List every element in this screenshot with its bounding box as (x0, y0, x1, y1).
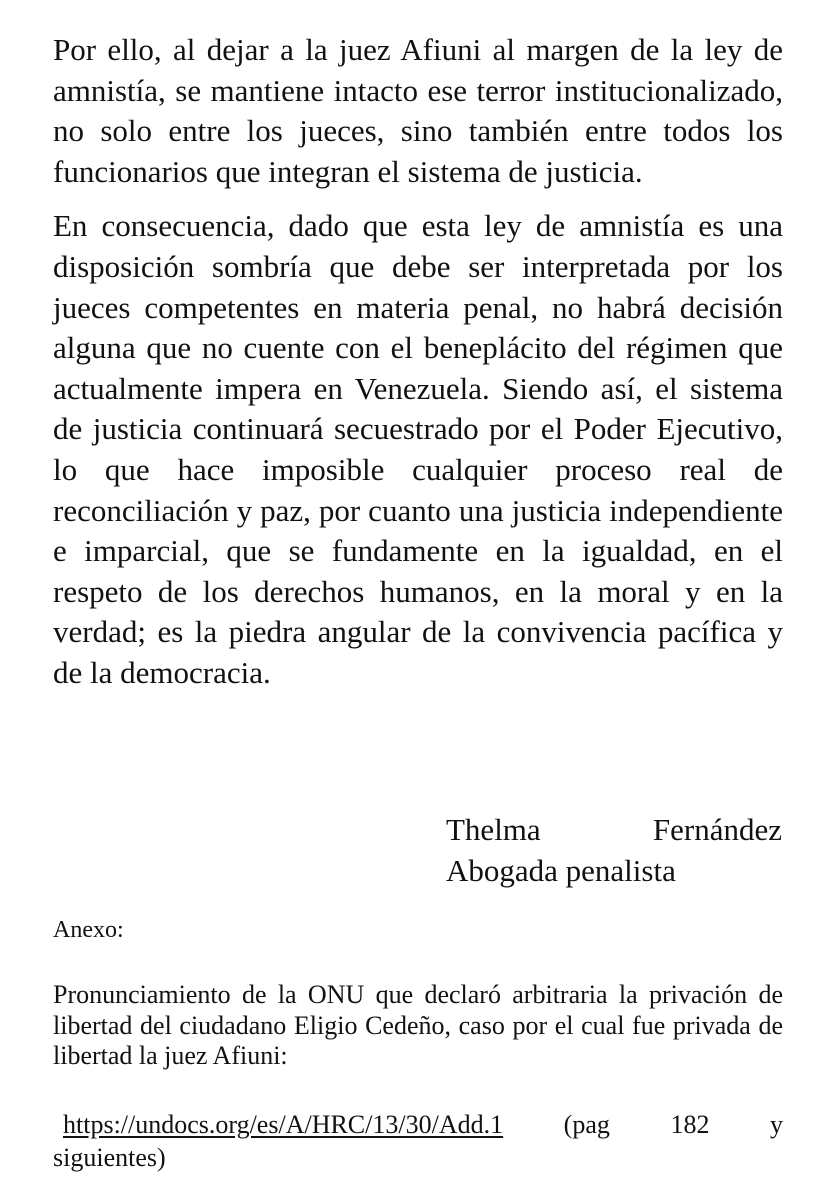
page-ref-and: y (770, 1110, 783, 1139)
paragraph-1: Por ello, al dejar a la juez Afiuni al margen de la ley de amnistía, se mantiene intacto ese terror institucionalizado, no solo entre los jueces, sino también entre todos los funcionarios que integran el sistema de justicia. (53, 32, 783, 189)
page-ref-number: 182 (670, 1110, 710, 1139)
annex-label: Anexo: (53, 917, 124, 943)
signature-first-name: Thelma (446, 812, 541, 847)
document-body (53, 30, 783, 694)
signature-last-name: Fernández (652, 812, 782, 847)
annex-description: Pronunciamiento de la ONU que declaró arbitraria la privación de libertad del ciudadano Eligio Cedeño, caso por el cual fue privada de libertad la juez Afiuni: (53, 980, 783, 1070)
undocs-link[interactable]: https://undocs.org/es/A/HRC/13/30/Add.1 (63, 1110, 504, 1139)
page-ref-close: siguientes) (53, 1143, 166, 1172)
annex-reference (53, 1108, 783, 1174)
page-ref-open: (pag (563, 1110, 610, 1139)
signature-block (446, 810, 782, 891)
paragraph-2: En consecuencia, dado que esta ley de amnistía es una disposición sombría que debe ser interpretada por los jueces competentes en materia penal, no habrá decisión alguna que no cuente con el beneplácito del régimen que actualmente impera en Venezuela. Siendo así, el sistema de justicia continuará secuestrado por el Poder Ejecutivo, lo que hace imposible cualquier proceso real de reconciliación y paz, por cuanto una justicia independiente e imparcial, que se fundamente en la igualdad, en el respeto de los derechos humanos, en la moral y en la verdad; es la piedra angular de la convivencia pacífica y de la democracia. (53, 208, 783, 690)
signature-title: Abogada penalista (446, 852, 676, 888)
signature-name (446, 810, 782, 851)
